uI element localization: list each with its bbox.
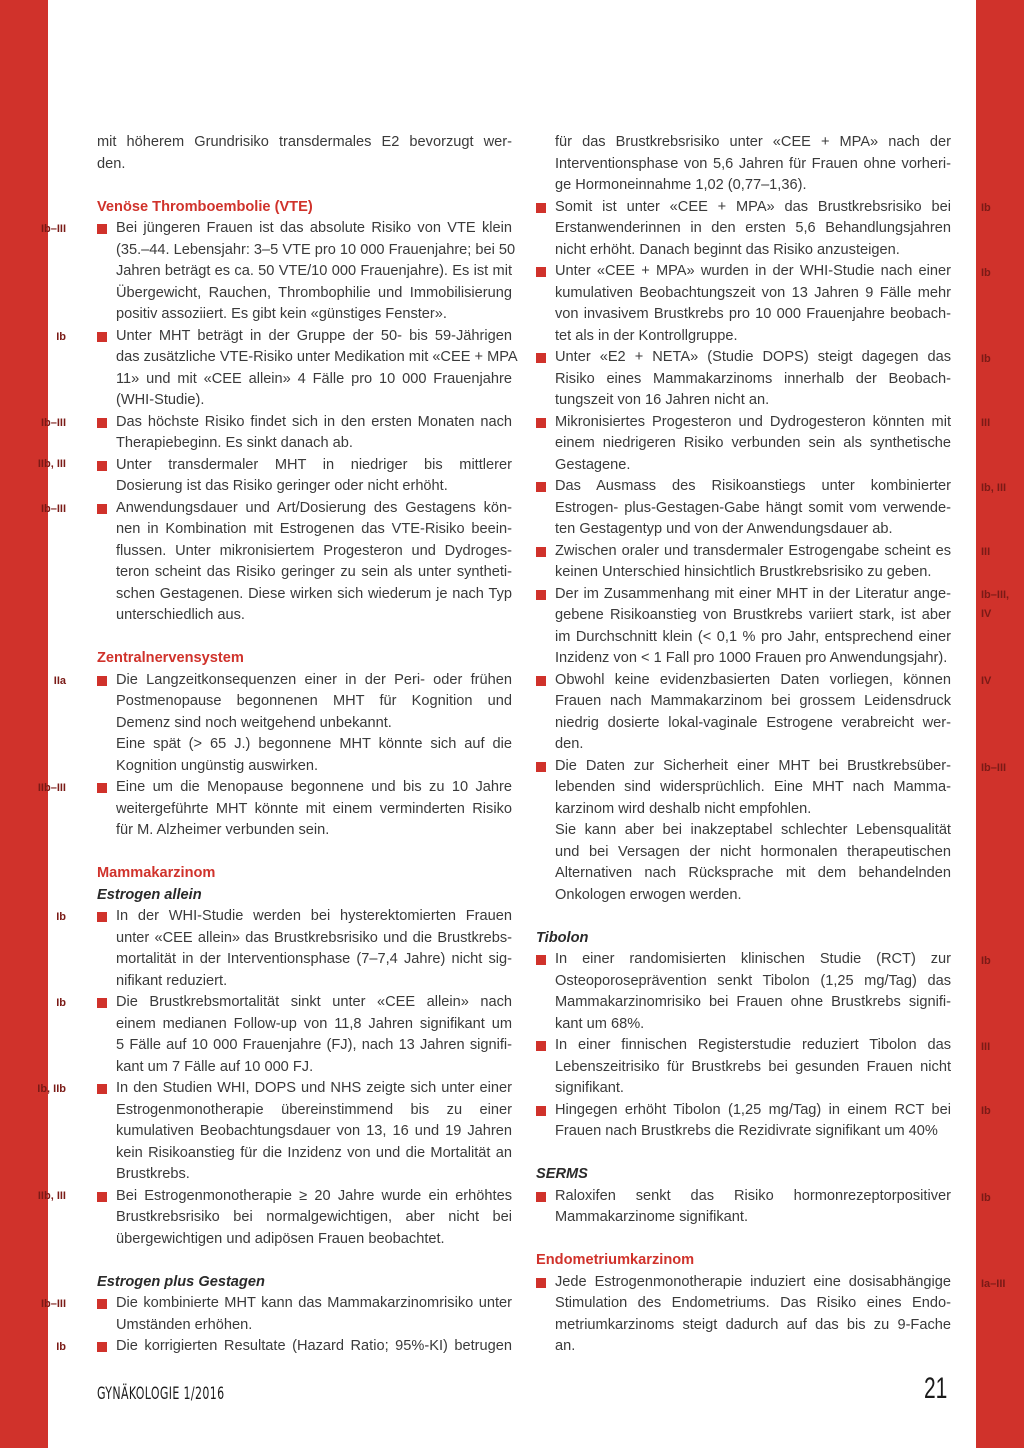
evidence-level-label: Ib–III: [40, 417, 66, 429]
evidence-level-label: Ib: [981, 1192, 991, 1204]
bullet-square-icon: [97, 912, 107, 922]
bullet-square-icon: [536, 1041, 546, 1051]
text-line: Frauen nach Brustkrebs die Rezidivrate signifikant um 40%: [555, 1123, 938, 1139]
bullet-square-icon: [536, 418, 546, 428]
subsection-heading: Tibolon: [536, 929, 589, 946]
text-line: mortalität in der Interventionsphase (7–7,4 Jahre) nicht sig-: [116, 951, 512, 967]
text-line: Estrogenmonotherapie übereinstimmend bis zu einer: [116, 1101, 512, 1118]
text-line: ten Gestagentyp und von der Anwendungsdauer ab.: [555, 521, 893, 537]
text-line: signifikant.: [555, 1080, 624, 1096]
text-line: Hingegen erhöht Tibolon (1,25 mg/Tag) in einem RCT bei: [555, 1101, 951, 1118]
bullet-square-icon: [97, 332, 107, 342]
text-line: Umständen erhöhen.: [116, 1316, 253, 1333]
evidence-level-label: Ib: [981, 955, 991, 967]
text-line: den.: [97, 155, 126, 172]
text-line: nen in Kombination mit Estrogenen das VTE-Risiko beein-: [116, 521, 512, 537]
evidence-level-label: Ib–III: [40, 223, 66, 235]
evidence-level-label: Ib–III,: [981, 589, 1010, 601]
text-line: Estrogen- plus-Gestagen-Gabe hängt somit vom verwende-: [555, 499, 951, 516]
text-line: Die Daten zur Sicherheit einer MHT bei Brustkrebsüber-: [555, 757, 951, 774]
evidence-level-label: Ib, III: [981, 482, 1007, 494]
text-line: kumulativen Beobachtungszeit von 13 Jahren 9 Fälle mehr: [555, 284, 951, 301]
evidence-level-label: Ib: [56, 331, 66, 343]
evidence-level-label: Ib: [56, 1341, 66, 1353]
text-line: für M. Alzheimer verbunden sein.: [116, 822, 330, 838]
text-line: (35.–44. Lebensjahr: 3–5 VTE pro 10 000 Frauenjahre; bei 50: [116, 241, 516, 258]
bullet-square-icon: [536, 762, 546, 772]
text-line: metriumkarzinoms steigt dadurch auf das bis zu 9-Fache: [555, 1316, 951, 1333]
evidence-level-label: IIb, III: [37, 1190, 66, 1202]
text-line: keinen Unterschied hinsichtlich Brustkrebsrisiko zu geben.: [555, 564, 932, 580]
bullet-square-icon: [536, 1278, 546, 1288]
text-line: Der im Zusammenhang mit einer MHT in der Literatur ange-: [555, 585, 951, 602]
bullet-square-icon: [97, 783, 107, 793]
text-line: ge Hormoneinnahme 1,02 (0,77–1,36).: [555, 177, 807, 193]
evidence-level-label: Ib–III: [40, 503, 66, 515]
journal-footer: GYNÄKOLOGIE 1/2016: [97, 1384, 225, 1404]
text-line: Demenz sind noch weitgehend unbekannt.: [116, 714, 392, 731]
text-line: Frauen nach Mammakarzinom bei grossem Leidensdruck: [555, 693, 951, 709]
text-line: Sie kann aber bei inakzeptabel schlechter Lebensqualität: [555, 822, 951, 838]
subsection-heading: Estrogen allein: [97, 886, 202, 903]
text-line: an.: [555, 1338, 576, 1354]
text-line: Anwendungsdauer und Art/Dosierung des Gestagens kön-: [116, 499, 512, 516]
text-line: nicht erhöht. Danach beginnt das Risiko anzusteigen.: [555, 241, 900, 258]
evidence-level-label: Ib–III: [981, 762, 1007, 774]
section-heading: Zentralnervensystem: [97, 650, 244, 666]
text-line: In einer randomisierten klinischen Studie (RCT) zur: [555, 951, 951, 967]
bullet-square-icon: [536, 267, 546, 277]
text-line: von invasivem Brustkrebs pro 10 000 Frauenjahre beobach-: [555, 306, 951, 322]
bullet-square-icon: [536, 676, 546, 686]
section-heading: Venöse Thromboembolie (VTE): [97, 198, 313, 215]
subsection-heading: SERMS: [536, 1166, 588, 1182]
text-line: positiv assoziiert. Es gibt kein «günstiges Fenster».: [116, 306, 447, 322]
text-line: In den Studien WHI, DOPS und NHS zeigte sich unter einer: [116, 1080, 512, 1096]
text-line: Lebenszeitrisiko für Brustkrebs bei gesunden Frauen nicht: [555, 1058, 951, 1075]
text-line: Mammakarzinomrisiko bei Frauen ohne Brustkrebs signifi-: [555, 994, 951, 1010]
text-line: Jede Estrogenmonotherapie induziert eine dosisabhängige: [555, 1273, 951, 1290]
bullet-square-icon: [536, 590, 546, 600]
text-line: kein Risikoanstieg für die Inzidenz von und die Mortalität an: [116, 1144, 512, 1161]
text-line: Unter «E2 + NETA» (Studie DOPS) steigt dagegen das: [555, 349, 951, 365]
text-line: Die Langzeitkonsequenzen einer in der Peri- oder frühen: [116, 671, 512, 688]
text-line: mit höherem Grundrisiko transdermales E2 bevorzugt wer-: [97, 134, 512, 150]
bullet-square-icon: [97, 461, 107, 471]
text-line: Zwischen oraler und transdermaler Estrogengabe scheint es: [555, 542, 951, 559]
evidence-level-label: IIb–III: [37, 782, 66, 794]
evidence-level-label: IV: [981, 608, 992, 620]
text-line: und bei Versagen der nicht hormonalen therapeutischen: [555, 843, 951, 860]
bullet-square-icon: [97, 1084, 107, 1094]
bullet-square-icon: [536, 482, 546, 492]
text-line: Obwohl keine evidenzbasierten Daten vorliegen, können: [555, 671, 951, 688]
text-line: niedrig dosierte lokal-vaginale Estrogene verabreicht wer-: [555, 714, 951, 731]
text-line: Brustkrebsrisiko bei normalgewichtigen, aber nicht bei: [116, 1209, 512, 1225]
evidence-level-label: Ib: [56, 911, 66, 923]
text-line: Unter transdermaler MHT in niedriger bis mittlerer: [116, 456, 512, 473]
text-line: Raloxifen senkt das Risiko hormonrezeptorpositiver: [555, 1187, 951, 1204]
text-line: (WHI-Studie).: [116, 392, 205, 408]
text-line: teron scheint das Risiko geringer zu sein als unter syntheti-: [116, 564, 512, 580]
evidence-level-label: IIa: [53, 675, 66, 687]
text-line: flussen. Unter mikronisiertem Progesteron und Dydroges-: [116, 542, 512, 559]
evidence-level-label: Ib, IIb: [37, 1083, 66, 1095]
bullet-square-icon: [97, 676, 107, 686]
text-line: Bei jüngeren Frauen ist das absolute Risiko von VTE klein: [116, 220, 512, 236]
text-line: Bei Estrogenmonotherapie ≥ 20 Jahre wurde ein erhöhtes: [116, 1187, 512, 1204]
text-line: 5 Fälle auf 10 000 Frauenjahre (FJ), nach 13 Jahren signifi-: [116, 1037, 512, 1053]
section-heading: Endometriumkarzinom: [536, 1252, 695, 1268]
evidence-level-label: Ib–III: [40, 1298, 66, 1310]
text-line: Postmenopause begonnenen MHT für Kognition und: [116, 693, 512, 709]
text-line: Mikronisiertes Progesteron und Dydrogesteron könnten mit: [555, 413, 951, 430]
bullet-square-icon: [536, 1192, 546, 1202]
text-line: Inzidenz von < 1 Fall pro 1000 Frauen pro Anwendungsjahr).: [555, 650, 948, 666]
bullet-square-icon: [536, 547, 546, 557]
text-line: Brustkrebs.: [116, 1166, 190, 1182]
text-line: tungszeit von 16 Jahren nicht an.: [555, 392, 770, 408]
text-line: Unter «CEE + MPA» wurden in der WHI-Studie nach einer: [555, 263, 951, 279]
text-line: schen Gestagenen. Diese wirken sich wiederum je nach Typ: [116, 585, 512, 602]
evidence-level-label: III: [981, 417, 991, 429]
evidence-level-label: Ib: [981, 353, 991, 365]
bullet-square-icon: [97, 504, 107, 514]
text-line: Die Brustkrebsmortalität sinkt unter «CEE allein» nach: [116, 994, 512, 1010]
evidence-level-label: Ib: [981, 1105, 991, 1117]
text-line: gebene Risikoanstieg von Brustkrebs variiert stark, ist aber: [555, 607, 951, 623]
bullet-square-icon: [536, 955, 546, 965]
text-line: Das höchste Risiko findet sich in den ersten Monaten nach: [116, 413, 512, 430]
evidence-level-label: IV: [981, 675, 992, 687]
left-margin-bar: [0, 0, 48, 1448]
subsection-heading: Estrogen plus Gestagen: [97, 1273, 265, 1290]
text-line: für das Brustkrebsrisiko unter «CEE + MPA» nach der: [555, 134, 951, 150]
text-line: Kognition ungünstig auswirken.: [116, 757, 319, 774]
page-number: 21: [924, 1372, 948, 1405]
bullet-square-icon: [97, 998, 107, 1008]
text-line: Therapiebeginn. Es sinkt danach ab.: [116, 435, 353, 451]
text-line: Mammakarzinome signifikant.: [555, 1209, 749, 1225]
evidence-level-label: III: [981, 546, 991, 558]
text-line: karzinom wird deshalb nicht empfohlen.: [555, 800, 812, 817]
text-line: unterschiedlich aus.: [116, 607, 245, 623]
evidence-level-label: Ib: [56, 997, 66, 1009]
bullet-square-icon: [97, 1342, 107, 1352]
text-line: 11» und mit «CEE allein» 4 Fälle pro 10 000 Frauenjahre: [116, 370, 512, 387]
bullet-square-icon: [536, 353, 546, 363]
text-line: einem niedrigeren Risiko verbunden sein als synthetische: [555, 435, 951, 451]
bullet-square-icon: [97, 418, 107, 428]
text-line: weitergeführte MHT könnte mit einem verminderten Risiko: [116, 800, 512, 817]
text-line: lebenden sind widersprüchlich. Eine MHT nach Mamma-: [555, 779, 951, 795]
bullet-square-icon: [536, 203, 546, 213]
text-line: Risiko eines Mammakarzinoms innerhalb der Beobach-: [555, 370, 951, 387]
text-line: Somit ist unter «CEE + MPA» das Brustkrebsrisiko bei: [555, 198, 951, 215]
text-line: einem medianen Follow-up von 11,8 Jahren signifikant um: [116, 1015, 512, 1032]
text-line: Erstanwenderinnen in den ersten 5,6 Behandlungsjahren: [555, 220, 951, 236]
text-line: Unter MHT beträgt in der Gruppe der 50- bis 59-Jährigen: [116, 327, 512, 344]
evidence-level-label: Ia–III: [981, 1278, 1006, 1290]
text-line: kant um 68%.: [555, 1015, 645, 1032]
text-line: kumulativen Beobachtungsdauer von 13, 16 und 19 Jahren: [116, 1123, 512, 1139]
text-line: Die korrigierten Resultate (Hazard Ratio; 95%-KI) betrugen: [116, 1338, 512, 1354]
text-line: tet als in der Kontrollgruppe.: [555, 327, 738, 344]
right-margin-bar: [976, 0, 1024, 1448]
text-line: Stimulation des Endometriums. Das Risiko eines Endo-: [555, 1295, 951, 1311]
evidence-level-label: Ib: [981, 202, 991, 214]
text-line: Eine um die Menopause begonnene und bis zu 10 Jahre: [116, 779, 512, 795]
text-line: den.: [555, 736, 584, 752]
evidence-level-label: III: [981, 1041, 991, 1053]
text-line: Eine spät (> 65 J.) begonnene MHT könnte sich auf die: [116, 736, 512, 752]
text-line: Dosierung ist das Risiko geringer oder nicht erhöht.: [116, 478, 448, 494]
evidence-level-label: IIb, III: [37, 458, 66, 470]
text-line: Osteoporoseprävention senkt Tibolon (1,25 mg/Tag) das: [555, 972, 951, 989]
evidence-level-label: Ib: [981, 267, 991, 279]
text-line: das zusätzliche VTE-Risiko unter Medikation mit «CEE + MPA: [116, 349, 518, 365]
text-line: In der WHI-Studie werden bei hysterektomierten Frauen: [116, 908, 512, 924]
bullet-square-icon: [97, 1192, 107, 1202]
text-line: Onkologen erwogen werden.: [555, 886, 742, 903]
text-line: Übergewicht, Rauchen, Thrombophilie und Immobilisierung: [116, 284, 512, 301]
text-line: In einer finnischen Registerstudie reduziert Tibolon das: [555, 1037, 951, 1053]
bullet-square-icon: [97, 1299, 107, 1309]
text-line: Gestagene.: [555, 456, 631, 473]
text-line: Interventionsphase von 5,6 Jahren für Frauen ohne vorheri-: [555, 155, 951, 172]
text-line: übergewichtigen und adipösen Frauen beobachtet.: [116, 1230, 445, 1247]
text-line: unter «CEE allein» das Brustkrebsrisiko und die Brustkrebs-: [116, 929, 512, 946]
bullet-square-icon: [536, 1106, 546, 1116]
text-line: im Durchschnitt klein (< 0,1 % pro Jahr, entsprechend einer: [555, 628, 951, 645]
text-line: Jahren beträgt es ca. 50 VTE/10 000 Frauenjahre). Es ist mit: [116, 263, 512, 279]
text-line: kant um 7 Fälle auf 10 000 FJ.: [116, 1058, 314, 1075]
text-line: nifikant reduziert.: [116, 972, 228, 989]
text-line: Das Ausmass des Risikoanstiegs unter kombinierter: [555, 478, 951, 494]
bullet-square-icon: [97, 224, 107, 234]
text-line: Alternativen nach Rücksprache mit dem behandelnden: [555, 865, 951, 881]
text-line: Die kombinierte MHT kann das Mammakarzinomrisiko unter: [116, 1295, 512, 1311]
section-heading: Mammakarzinom: [97, 865, 216, 881]
